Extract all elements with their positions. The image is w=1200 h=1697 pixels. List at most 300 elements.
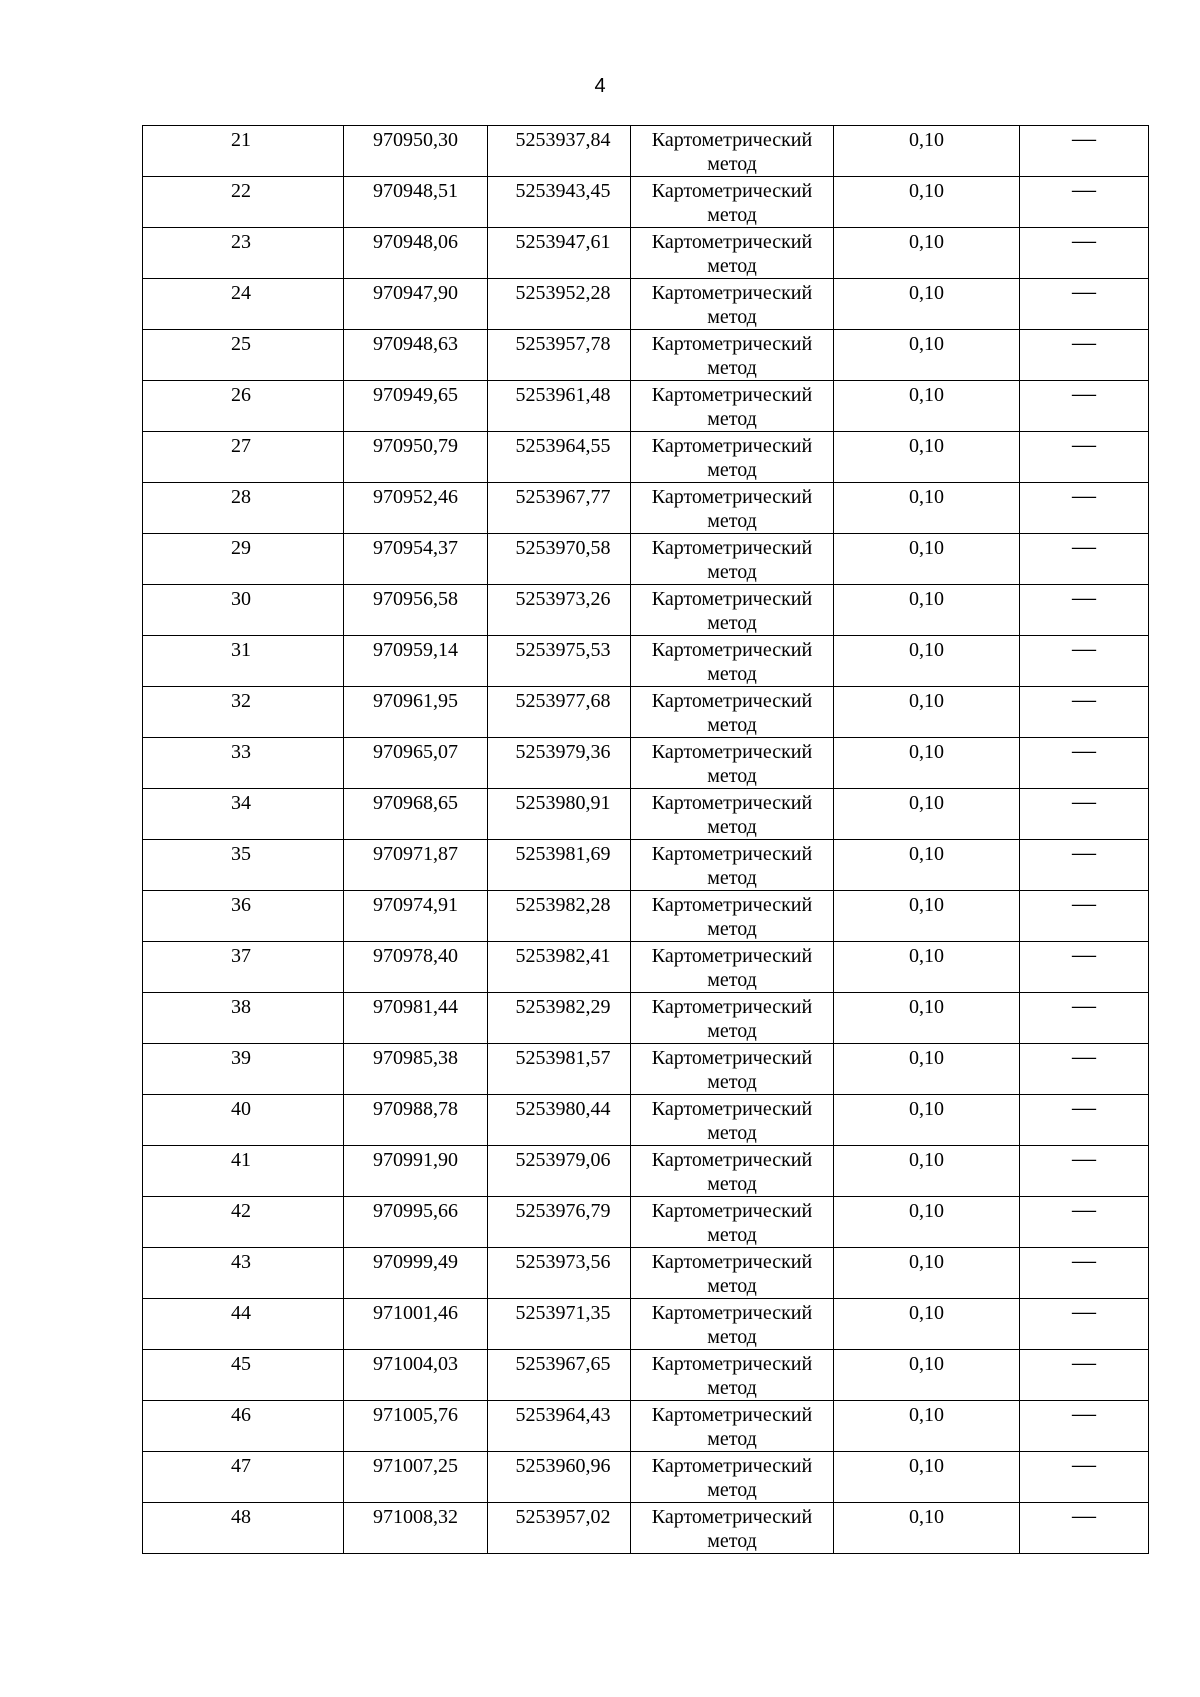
point-number-cell-text: 32	[231, 690, 251, 712]
accuracy-cell-text: 0,10	[909, 1251, 944, 1273]
accuracy-cell	[834, 891, 1020, 942]
point-number-cell	[143, 1452, 344, 1503]
x-coordinate-cell	[344, 279, 488, 330]
method-cell	[631, 1095, 834, 1146]
description-cell-text: —	[1072, 1197, 1096, 1223]
accuracy-cell-text: 0,10	[909, 1200, 944, 1222]
point-number-cell-text: 42	[231, 1200, 251, 1222]
method-cell-text: Картометрический метод	[651, 1098, 813, 1144]
y-coordinate-cell	[488, 1044, 631, 1095]
accuracy-cell-text: 0,10	[909, 945, 944, 967]
accuracy-cell	[834, 1299, 1020, 1350]
table-row	[143, 585, 1149, 636]
method-cell-text: Картометрический метод	[651, 1047, 813, 1093]
accuracy-cell	[834, 432, 1020, 483]
description-cell	[1020, 1095, 1149, 1146]
description-cell	[1020, 1044, 1149, 1095]
method-cell	[631, 432, 834, 483]
y-coordinate-cell	[488, 126, 631, 177]
x-coordinate-cell-text: 970948,51	[373, 180, 458, 202]
point-number-cell	[143, 1095, 344, 1146]
point-number-cell	[143, 228, 344, 279]
accuracy-cell-text: 0,10	[909, 690, 944, 712]
x-coordinate-cell-text: 970999,49	[373, 1251, 458, 1273]
y-coordinate-cell-text: 5253947,61	[515, 231, 611, 253]
accuracy-cell	[834, 840, 1020, 891]
y-coordinate-cell-text: 5253960,96	[515, 1455, 611, 1477]
x-coordinate-cell-text: 970968,65	[373, 792, 458, 814]
point-number-cell-text: 38	[231, 996, 251, 1018]
table-row	[143, 279, 1149, 330]
method-cell-text: Картометрический метод	[651, 1506, 813, 1552]
method-cell	[631, 1452, 834, 1503]
description-cell	[1020, 942, 1149, 993]
y-coordinate-cell-text: 5253971,35	[515, 1302, 611, 1324]
y-coordinate-cell-text: 5253937,84	[515, 129, 611, 151]
description-cell-text: —	[1072, 585, 1096, 611]
y-coordinate-cell	[488, 993, 631, 1044]
x-coordinate-cell	[344, 1452, 488, 1503]
accuracy-cell-text: 0,10	[909, 588, 944, 610]
description-cell	[1020, 330, 1149, 381]
table-body	[143, 126, 1149, 1554]
method-cell	[631, 483, 834, 534]
description-cell-text: —	[1072, 1401, 1096, 1427]
y-coordinate-cell	[488, 789, 631, 840]
point-number-cell	[143, 738, 344, 789]
description-cell	[1020, 1146, 1149, 1197]
description-cell-text: —	[1072, 381, 1096, 407]
x-coordinate-cell	[344, 840, 488, 891]
point-number-cell-text: 47	[231, 1455, 251, 1477]
accuracy-cell	[834, 483, 1020, 534]
point-number-cell	[143, 279, 344, 330]
accuracy-cell	[834, 534, 1020, 585]
x-coordinate-cell	[344, 1299, 488, 1350]
table-row	[143, 126, 1149, 177]
point-number-cell-text: 45	[231, 1353, 251, 1375]
y-coordinate-cell	[488, 228, 631, 279]
table-row	[143, 1452, 1149, 1503]
x-coordinate-cell-text: 970959,14	[373, 639, 458, 661]
description-cell-text: —	[1072, 687, 1096, 713]
description-cell	[1020, 1350, 1149, 1401]
y-coordinate-cell-text: 5253964,55	[515, 435, 611, 457]
point-number-cell	[143, 534, 344, 585]
y-coordinate-cell-text: 5253981,69	[515, 843, 611, 865]
method-cell-text: Картометрический метод	[651, 1200, 813, 1246]
point-number-cell	[143, 483, 344, 534]
x-coordinate-cell	[344, 789, 488, 840]
method-cell	[631, 534, 834, 585]
accuracy-cell-text: 0,10	[909, 792, 944, 814]
table-row	[143, 1044, 1149, 1095]
description-cell	[1020, 432, 1149, 483]
point-number-cell-text: 30	[231, 588, 251, 610]
method-cell-text: Картометрический метод	[651, 1455, 813, 1501]
description-cell	[1020, 381, 1149, 432]
description-cell	[1020, 1299, 1149, 1350]
x-coordinate-cell-text: 971001,46	[373, 1302, 458, 1324]
y-coordinate-cell-text: 5253980,91	[515, 792, 611, 814]
point-number-cell-text: 23	[231, 231, 251, 253]
point-number-cell-text: 26	[231, 384, 251, 406]
table-row	[143, 1146, 1149, 1197]
point-number-cell	[143, 177, 344, 228]
method-cell	[631, 1197, 834, 1248]
method-cell	[631, 789, 834, 840]
point-number-cell-text: 36	[231, 894, 251, 916]
y-coordinate-cell	[488, 534, 631, 585]
y-coordinate-cell	[488, 483, 631, 534]
y-coordinate-cell	[488, 1095, 631, 1146]
x-coordinate-cell-text: 970961,95	[373, 690, 458, 712]
accuracy-cell-text: 0,10	[909, 894, 944, 916]
accuracy-cell-text: 0,10	[909, 1506, 944, 1528]
point-number-cell	[143, 1044, 344, 1095]
x-coordinate-cell	[344, 1350, 488, 1401]
method-cell-text: Картометрический метод	[651, 282, 813, 328]
x-coordinate-cell	[344, 126, 488, 177]
y-coordinate-cell	[488, 432, 631, 483]
x-coordinate-cell-text: 970988,78	[373, 1098, 458, 1120]
x-coordinate-cell-text: 971005,76	[373, 1404, 458, 1426]
y-coordinate-cell	[488, 1197, 631, 1248]
x-coordinate-cell-text: 970952,46	[373, 486, 458, 508]
x-coordinate-cell-text: 970991,90	[373, 1149, 458, 1171]
y-coordinate-cell-text: 5253982,29	[515, 996, 611, 1018]
accuracy-cell	[834, 1401, 1020, 1452]
x-coordinate-cell	[344, 177, 488, 228]
accuracy-cell-text: 0,10	[909, 1047, 944, 1069]
description-cell	[1020, 993, 1149, 1044]
point-number-cell-text: 34	[231, 792, 251, 814]
point-number-cell	[143, 636, 344, 687]
method-cell-text: Картометрический метод	[651, 894, 813, 940]
y-coordinate-cell	[488, 1452, 631, 1503]
x-coordinate-cell	[344, 1095, 488, 1146]
method-cell	[631, 1299, 834, 1350]
method-cell-text: Картометрический метод	[651, 384, 813, 430]
table-row	[143, 1095, 1149, 1146]
method-cell-text: Картометрический метод	[651, 537, 813, 583]
x-coordinate-cell-text: 970971,87	[373, 843, 458, 865]
x-coordinate-cell	[344, 738, 488, 789]
method-cell	[631, 1503, 834, 1554]
y-coordinate-cell	[488, 942, 631, 993]
y-coordinate-cell-text: 5253973,26	[515, 588, 611, 610]
y-coordinate-cell	[488, 636, 631, 687]
method-cell-text: Картометрический метод	[651, 945, 813, 991]
method-cell	[631, 585, 834, 636]
point-number-cell-text: 33	[231, 741, 251, 763]
description-cell-text: —	[1072, 483, 1096, 509]
accuracy-cell-text: 0,10	[909, 843, 944, 865]
accuracy-cell-text: 0,10	[909, 1353, 944, 1375]
method-cell-text: Картометрический метод	[651, 741, 813, 787]
point-number-cell-text: 21	[231, 129, 251, 151]
x-coordinate-cell-text: 970995,66	[373, 1200, 458, 1222]
point-number-cell-text: 48	[231, 1506, 251, 1528]
table-row	[143, 1350, 1149, 1401]
table-row	[143, 891, 1149, 942]
accuracy-cell	[834, 636, 1020, 687]
description-cell-text: —	[1072, 789, 1096, 815]
table-row	[143, 381, 1149, 432]
method-cell-text: Картометрический метод	[651, 435, 813, 481]
method-cell	[631, 891, 834, 942]
method-cell-text: Картометрический метод	[651, 1149, 813, 1195]
description-cell	[1020, 636, 1149, 687]
x-coordinate-cell-text: 970948,06	[373, 231, 458, 253]
accuracy-cell	[834, 1248, 1020, 1299]
method-cell-text: Картометрический метод	[651, 1404, 813, 1450]
x-coordinate-cell-text: 970974,91	[373, 894, 458, 916]
method-cell	[631, 942, 834, 993]
method-cell	[631, 1401, 834, 1452]
y-coordinate-cell-text: 5253979,36	[515, 741, 611, 763]
method-cell	[631, 636, 834, 687]
table-row	[143, 1299, 1149, 1350]
page-number: 4	[594, 75, 606, 97]
x-coordinate-cell	[344, 891, 488, 942]
accuracy-cell	[834, 1350, 1020, 1401]
accuracy-cell	[834, 585, 1020, 636]
table-row	[143, 1503, 1149, 1554]
y-coordinate-cell-text: 5253977,68	[515, 690, 611, 712]
description-cell	[1020, 126, 1149, 177]
x-coordinate-cell-text: 970956,58	[373, 588, 458, 610]
method-cell-text: Картометрический метод	[651, 1302, 813, 1348]
accuracy-cell	[834, 1503, 1020, 1554]
point-number-cell	[143, 687, 344, 738]
y-coordinate-cell-text: 5253957,78	[515, 333, 611, 355]
description-cell-text: —	[1072, 1452, 1096, 1478]
method-cell-text: Картометрический метод	[651, 996, 813, 1042]
method-cell	[631, 1350, 834, 1401]
x-coordinate-cell-text: 971007,25	[373, 1455, 458, 1477]
y-coordinate-cell	[488, 1146, 631, 1197]
method-cell-text: Картометрический метод	[651, 333, 813, 379]
description-cell	[1020, 279, 1149, 330]
table-row	[143, 1401, 1149, 1452]
y-coordinate-cell	[488, 1248, 631, 1299]
y-coordinate-cell	[488, 738, 631, 789]
table-row	[143, 177, 1149, 228]
method-cell-text: Картометрический метод	[651, 639, 813, 685]
accuracy-cell-text: 0,10	[909, 537, 944, 559]
accuracy-cell	[834, 942, 1020, 993]
accuracy-cell-text: 0,10	[909, 180, 944, 202]
description-cell-text: —	[1072, 1350, 1096, 1376]
y-coordinate-cell-text: 5253967,65	[515, 1353, 611, 1375]
point-number-cell	[143, 1350, 344, 1401]
x-coordinate-cell	[344, 1248, 488, 1299]
point-number-cell	[143, 840, 344, 891]
x-coordinate-cell	[344, 1401, 488, 1452]
accuracy-cell-text: 0,10	[909, 1302, 944, 1324]
x-coordinate-cell	[344, 1146, 488, 1197]
description-cell	[1020, 1248, 1149, 1299]
point-number-cell	[143, 1401, 344, 1452]
description-cell	[1020, 483, 1149, 534]
description-cell-text: —	[1072, 942, 1096, 968]
method-cell	[631, 1044, 834, 1095]
y-coordinate-cell	[488, 1350, 631, 1401]
method-cell-text: Картометрический метод	[651, 1251, 813, 1297]
accuracy-cell-text: 0,10	[909, 231, 944, 253]
x-coordinate-cell	[344, 993, 488, 1044]
y-coordinate-cell	[488, 891, 631, 942]
description-cell-text: —	[1072, 1503, 1096, 1529]
point-number-cell	[143, 1146, 344, 1197]
point-number-cell	[143, 1197, 344, 1248]
accuracy-cell	[834, 126, 1020, 177]
table-row	[143, 942, 1149, 993]
description-cell-text: —	[1072, 1299, 1096, 1325]
description-cell	[1020, 1197, 1149, 1248]
description-cell	[1020, 534, 1149, 585]
description-cell-text: —	[1072, 1044, 1096, 1070]
x-coordinate-cell-text: 970985,38	[373, 1047, 458, 1069]
accuracy-cell	[834, 1044, 1020, 1095]
method-cell	[631, 126, 834, 177]
x-coordinate-cell	[344, 942, 488, 993]
x-coordinate-cell-text: 971008,32	[373, 1506, 458, 1528]
x-coordinate-cell-text: 971004,03	[373, 1353, 458, 1375]
point-number-cell	[143, 789, 344, 840]
accuracy-cell	[834, 1146, 1020, 1197]
point-number-cell	[143, 432, 344, 483]
accuracy-cell	[834, 228, 1020, 279]
point-number-cell	[143, 891, 344, 942]
accuracy-cell-text: 0,10	[909, 282, 944, 304]
description-cell-text: —	[1072, 1095, 1096, 1121]
method-cell	[631, 840, 834, 891]
y-coordinate-cell-text: 5253981,57	[515, 1047, 611, 1069]
accuracy-cell	[834, 1452, 1020, 1503]
description-cell-text: —	[1072, 228, 1096, 254]
description-cell-text: —	[1072, 432, 1096, 458]
point-number-cell-text: 44	[231, 1302, 251, 1324]
table-row	[143, 1197, 1149, 1248]
accuracy-cell-text: 0,10	[909, 1149, 944, 1171]
table-row	[143, 789, 1149, 840]
accuracy-cell	[834, 1197, 1020, 1248]
x-coordinate-cell	[344, 432, 488, 483]
point-number-cell-text: 31	[231, 639, 251, 661]
accuracy-cell-text: 0,10	[909, 1098, 944, 1120]
point-number-cell	[143, 1299, 344, 1350]
description-cell-text: —	[1072, 126, 1096, 152]
description-cell	[1020, 585, 1149, 636]
accuracy-cell-text: 0,10	[909, 333, 944, 355]
point-number-cell-text: 41	[231, 1149, 251, 1171]
description-cell	[1020, 891, 1149, 942]
y-coordinate-cell	[488, 177, 631, 228]
point-number-cell-text: 24	[231, 282, 251, 304]
y-coordinate-cell	[488, 687, 631, 738]
method-cell	[631, 687, 834, 738]
accuracy-cell-text: 0,10	[909, 384, 944, 406]
accuracy-cell	[834, 177, 1020, 228]
point-number-cell-text: 27	[231, 435, 251, 457]
method-cell-text: Картометрический метод	[651, 129, 813, 175]
y-coordinate-cell-text: 5253975,53	[515, 639, 611, 661]
description-cell	[1020, 228, 1149, 279]
point-number-cell	[143, 330, 344, 381]
y-coordinate-cell-text: 5253964,43	[515, 1404, 611, 1426]
accuracy-cell	[834, 381, 1020, 432]
accuracy-cell	[834, 1095, 1020, 1146]
accuracy-cell-text: 0,10	[909, 486, 944, 508]
x-coordinate-cell	[344, 687, 488, 738]
method-cell	[631, 993, 834, 1044]
method-cell	[631, 738, 834, 789]
description-cell	[1020, 687, 1149, 738]
method-cell	[631, 1146, 834, 1197]
x-coordinate-cell-text: 970948,63	[373, 333, 458, 355]
method-cell-text: Картометрический метод	[651, 180, 813, 226]
point-number-cell-text: 25	[231, 333, 251, 355]
description-cell-text: —	[1072, 534, 1096, 560]
method-cell	[631, 330, 834, 381]
y-coordinate-cell-text: 5253943,45	[515, 180, 611, 202]
accuracy-cell	[834, 993, 1020, 1044]
method-cell-text: Картометрический метод	[651, 1353, 813, 1399]
y-coordinate-cell-text: 5253973,56	[515, 1251, 611, 1273]
accuracy-cell-text: 0,10	[909, 435, 944, 457]
method-cell	[631, 177, 834, 228]
y-coordinate-cell	[488, 1401, 631, 1452]
x-coordinate-cell-text: 970965,07	[373, 741, 458, 763]
x-coordinate-cell-text: 970981,44	[373, 996, 458, 1018]
point-number-cell-text: 37	[231, 945, 251, 967]
y-coordinate-cell-text: 5253976,79	[515, 1200, 611, 1222]
y-coordinate-cell	[488, 1503, 631, 1554]
accuracy-cell-text: 0,10	[909, 129, 944, 151]
y-coordinate-cell-text: 5253970,58	[515, 537, 611, 559]
method-cell	[631, 279, 834, 330]
description-cell-text: —	[1072, 1146, 1096, 1172]
point-number-cell	[143, 126, 344, 177]
table-row	[143, 738, 1149, 789]
table-row	[143, 330, 1149, 381]
y-coordinate-cell-text: 5253952,28	[515, 282, 611, 304]
description-cell	[1020, 789, 1149, 840]
description-cell-text: —	[1072, 993, 1096, 1019]
x-coordinate-cell	[344, 1197, 488, 1248]
accuracy-cell-text: 0,10	[909, 639, 944, 661]
description-cell	[1020, 738, 1149, 789]
point-number-cell-text: 29	[231, 537, 251, 559]
point-number-cell	[143, 585, 344, 636]
x-coordinate-cell	[344, 1503, 488, 1554]
point-number-cell-text: 43	[231, 1251, 251, 1273]
table-row	[143, 840, 1149, 891]
description-cell	[1020, 1503, 1149, 1554]
description-cell	[1020, 840, 1149, 891]
y-coordinate-cell	[488, 330, 631, 381]
point-number-cell-text: 35	[231, 843, 251, 865]
x-coordinate-cell	[344, 636, 488, 687]
table-row	[143, 687, 1149, 738]
y-coordinate-cell	[488, 585, 631, 636]
description-cell-text: —	[1072, 279, 1096, 305]
point-number-cell	[143, 942, 344, 993]
y-coordinate-cell	[488, 1299, 631, 1350]
description-cell-text: —	[1072, 1248, 1096, 1274]
